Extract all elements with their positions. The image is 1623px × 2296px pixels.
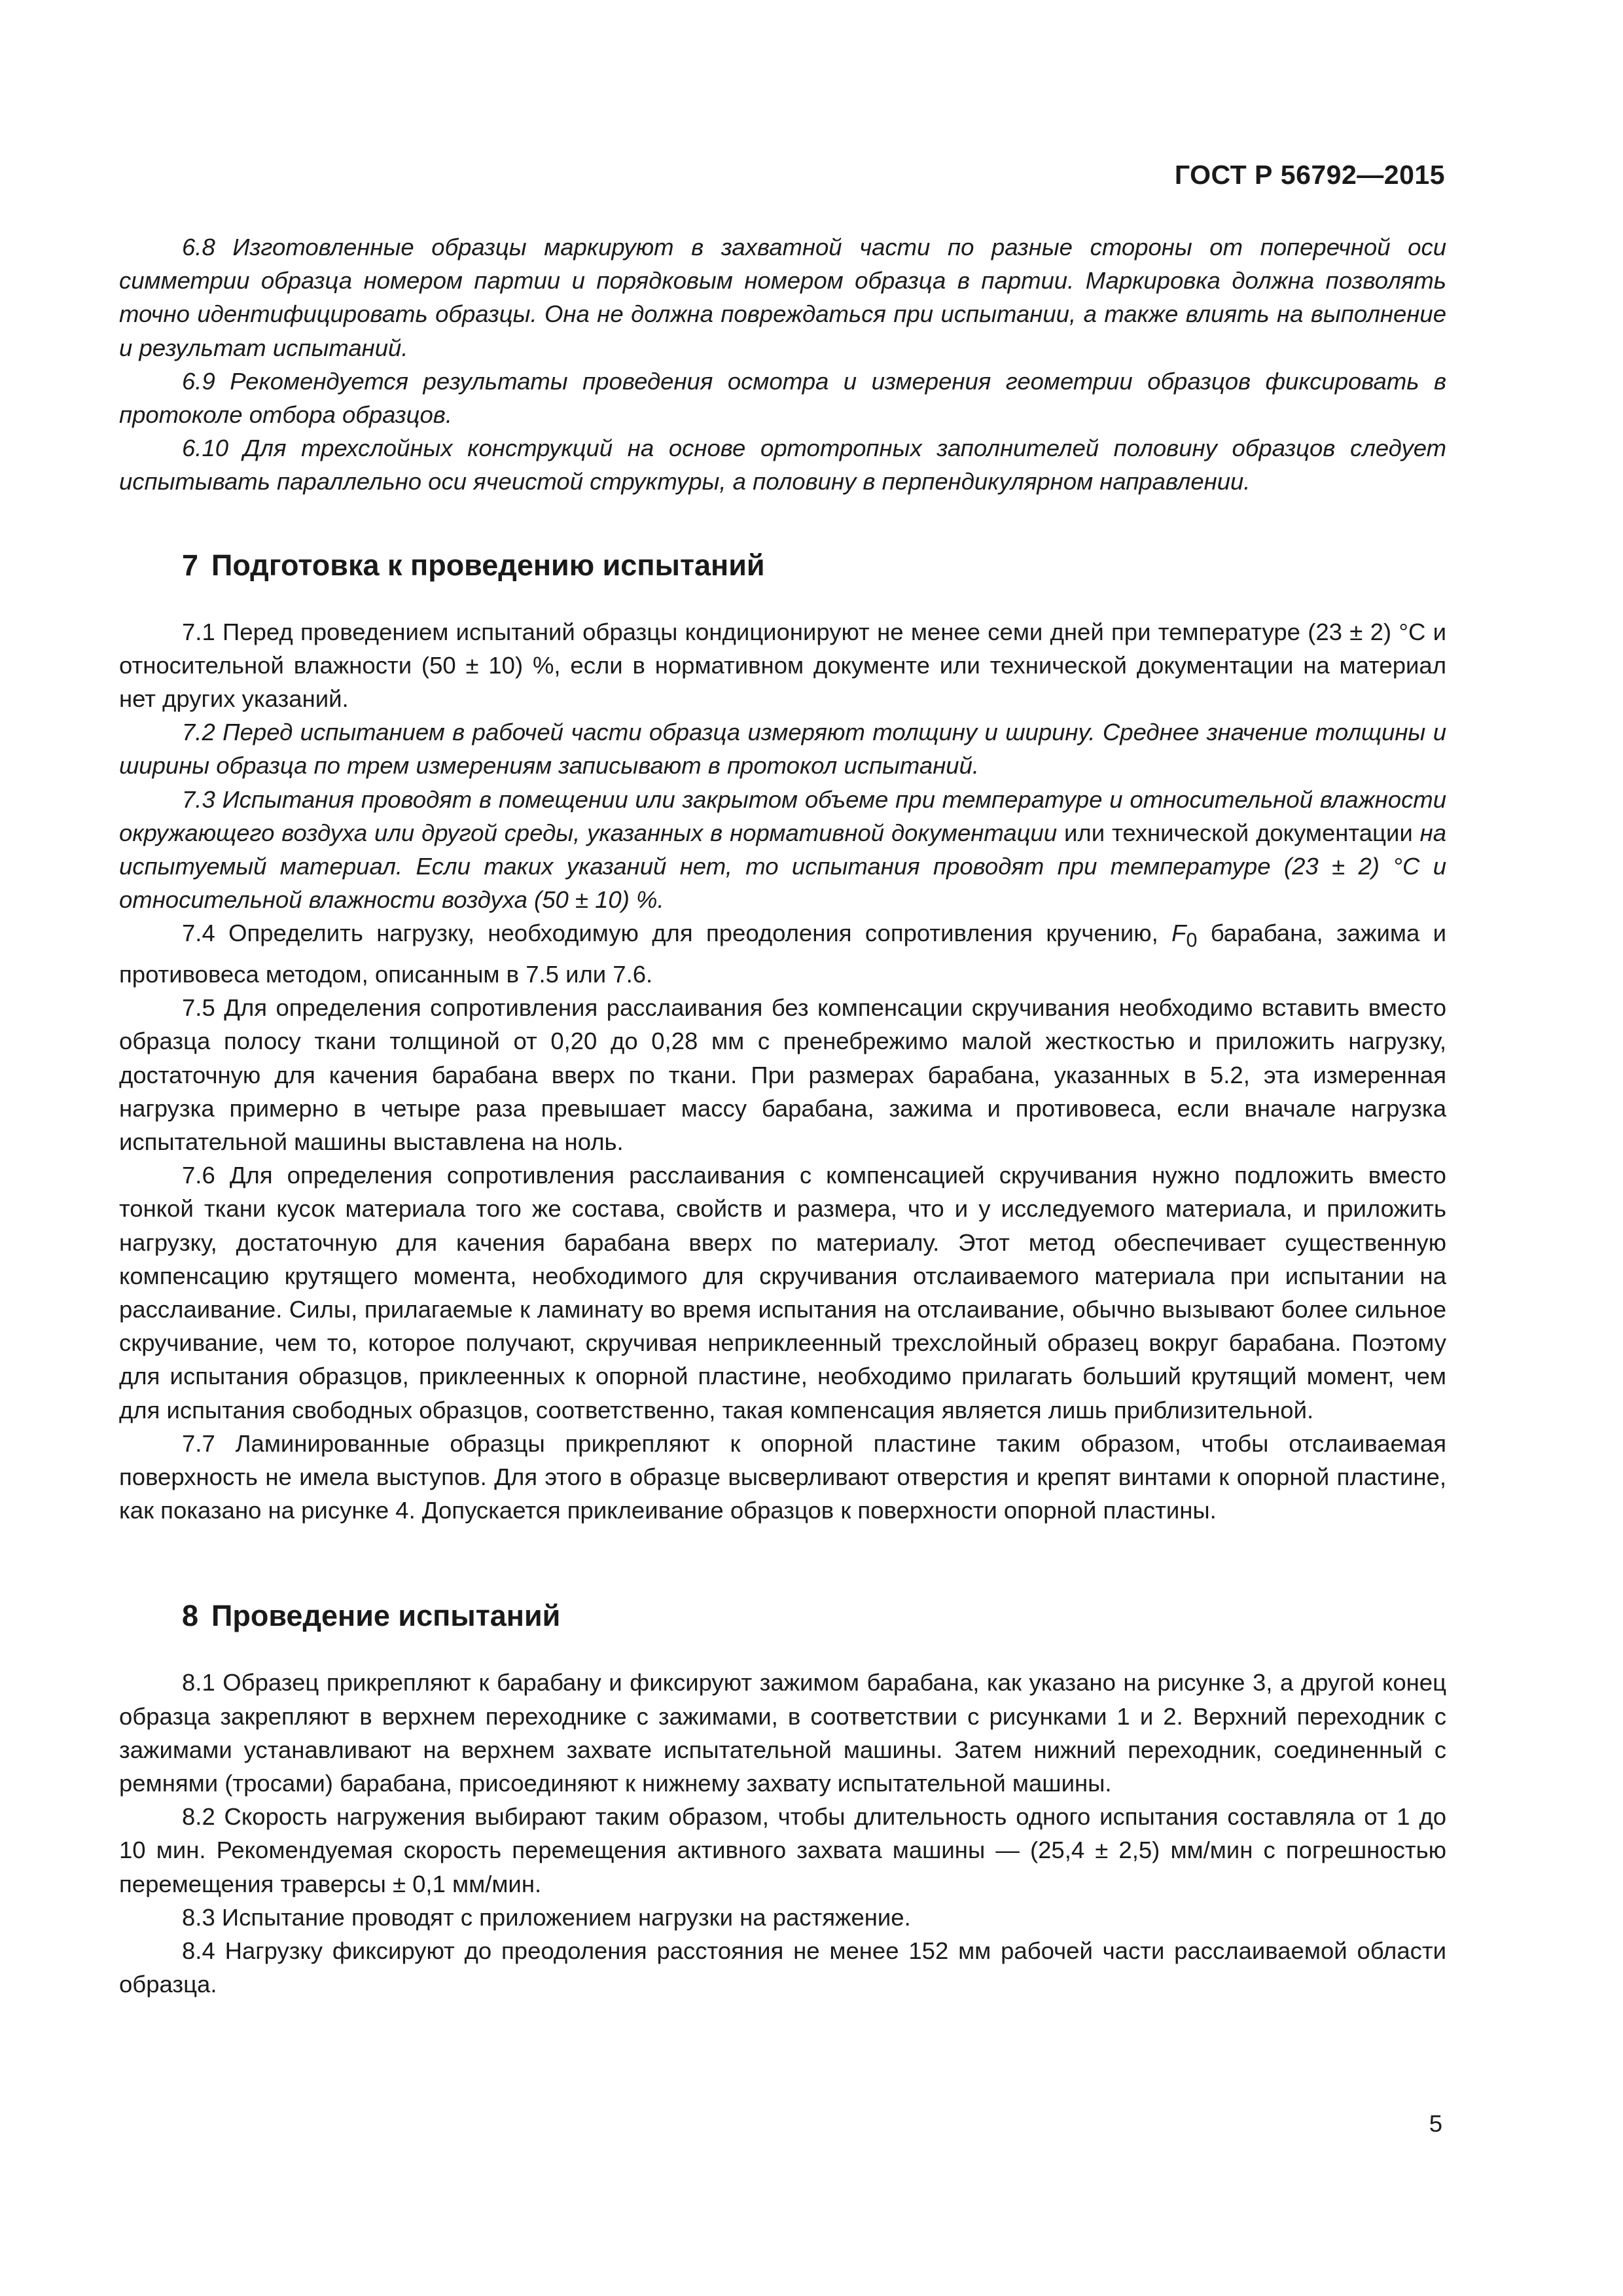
clause-7-4-part-a: 7.4 Определить нагрузку, необходимую для преодоления сопротивления кручению, — [182, 920, 1172, 947]
standard-designation: ГОСТ Р 56792—2015 — [1174, 160, 1445, 190]
clause-7-3-part-b: или технической документации — [1057, 819, 1420, 846]
clause-7-1: 7.1 Перед проведением испытаний образцы кондиционируют не менее семи дней при температуре (23 ± 2) °С и относительной влажности (50 ± 10) %, если в нормативном документе или технической документации на материал нет других указаний. — [119, 618, 1446, 713]
clause-6-8: 6.8 Изготовленные образцы маркируют в захватной части по разные стороны от поперечной оси симметрии образца номером партии и порядковым номером образца в партии. Маркировка должна позволять точно идентифицировать образцы. Она не должна повреждаться при испытании, а также влиять на выполнение и результат испытаний. — [119, 234, 1446, 361]
page-number: 5 — [1429, 2110, 1442, 2137]
section-8-number: 8 — [182, 1599, 199, 1633]
section-7-number: 7 — [182, 548, 199, 582]
clause-7-4 — [119, 916, 1446, 991]
clause-7-5: 7.5 Для определения сопротивления расслаивания без компенсации скручивания необходимо вставить вместо образца полосу ткани толщиной от 0,20 до 0,28 мм с пренебрежимо малой жесткостью и приложить нагрузку, достаточную для качения барабана вверх по ткани. При размерах барабана, указанных в 5.2, эта измеренная нагрузка примерно в четыре раза превышает массу барабана, зажима и противовеса, если вначале нагрузка испытательной машины выставлена на ноль. — [119, 994, 1446, 1155]
clause-8-3: 8.3 Испытание проводят с приложением нагрузки на растяжение. — [182, 1903, 911, 1931]
clause-7-6: 7.6 Для определения сопротивления расслаивания с компенсацией скручивания нужно подложить вместо тонкой ткани кусок материала того же состава, свойств и размера, что и у исследуемого материала, и приложить нагрузку, достаточную для качения барабана вверх по материалу. Этот метод обеспечивает существенную компенсацию крутящего момента, необходимого для скручивания отслаиваемого материала при испытании на расслаивание. Силы, прилагаемые к ламинату во время испытания на отслаивание, обычно вызывают более сильное скручивание, чем то, которое получают, скручивая неприклеенный трехслойный образец вокруг барабана. Поэтому для испытания образцов, приклеенных к опорной пластине, необходимо прилагать больший крутящий момент, чем для испытания свободных образцов, соответственно, такая компенсация является лишь приблизительной. — [119, 1162, 1446, 1424]
clause-7-3 — [119, 783, 1446, 917]
clause-8-1: 8.1 Образец прикрепляют к барабану и фиксируют зажимом барабана, как указано на рисунке 3, а другой конец образца закрепляют в верхнем переходнике с зажимами, в соответствии с рисунками 1 и 2. Верхний переходник с зажимами устанавливают на верхнем захвате испытательной машины. Затем нижний переходник, соединенный с ремнями (тросами) барабана, присоединяют к нижнему захвату испытательной машины. — [119, 1669, 1446, 1797]
section-8-heading — [119, 1598, 1446, 1634]
section-8-title: Проведение испытаний — [211, 1599, 561, 1633]
clause-7-3-part-a: 7.3 Испытания проводят в помещении или закрытом объеме при температуре и относительной влажности окружающего воздуха или другой среды, указанных в нормативной документации — [119, 785, 1446, 846]
clause-7-3-part-c: на испытуемый материал. Если таких указаний нет, то испытания проводят при температуре (23 ± 2) °С и относительной влажности воздуха (50 ± 10) %. — [119, 819, 1446, 914]
page-content — [119, 230, 1446, 2001]
section-7-title: Подготовка к проведению испытаний — [211, 548, 765, 582]
symbol-f-subscript: 0 — [1186, 929, 1198, 952]
section-7-heading — [119, 547, 1446, 584]
clause-8-2: 8.2 Скорость нагружения выбирают таким образом, чтобы длительность одного испытания составляла от 1 до 10 мин. Рекомендуемая скорость перемещения активного захвата машины — (25,4 ± 2,5) мм/мин с погрешностью перемещения траверсы ± 0,1 мм/мин. — [119, 1803, 1446, 1897]
clause-6-9: 6.9 Рекомендуется результаты проведения осмотра и измерения геометрии образцов фиксировать в протоколе отбора образцов. — [119, 367, 1446, 429]
clause-6-10: 6.10 Для трехслойных конструкций на основе ортотропных заполнителей половину образцов следует испытывать параллельно оси ячеистой структуры, а половину в перпендикулярном направлении. — [119, 435, 1446, 495]
clause-7-7: 7.7 Ламинированные образцы прикрепляют к опорной пластине таким образом, чтобы отслаиваемая поверхность не имела выступов. Для этого в образце высверливают отверстия и крепят винтами к опорной пластине, как показано на рисунке 4. Допускается приклеивание образцов к поверхности опорной пластины. — [119, 1429, 1446, 1524]
clause-7-2: 7.2 Перед испытанием в рабочей части образца измеряют толщину и ширину. Среднее значение толщины и ширины образца по трем измерениям записывают в протокол испытаний. — [119, 719, 1446, 780]
symbol-f: F — [1171, 920, 1186, 947]
clause-7-4-part-b: барабана, зажима и противовеса методом, описанным в 7.5 или 7.6. — [119, 920, 1446, 988]
clause-8-4: 8.4 Нагрузку фиксируют до преодоления расстояния не менее 152 мм рабочей части расслаиваемой области образца. — [119, 1937, 1446, 1998]
